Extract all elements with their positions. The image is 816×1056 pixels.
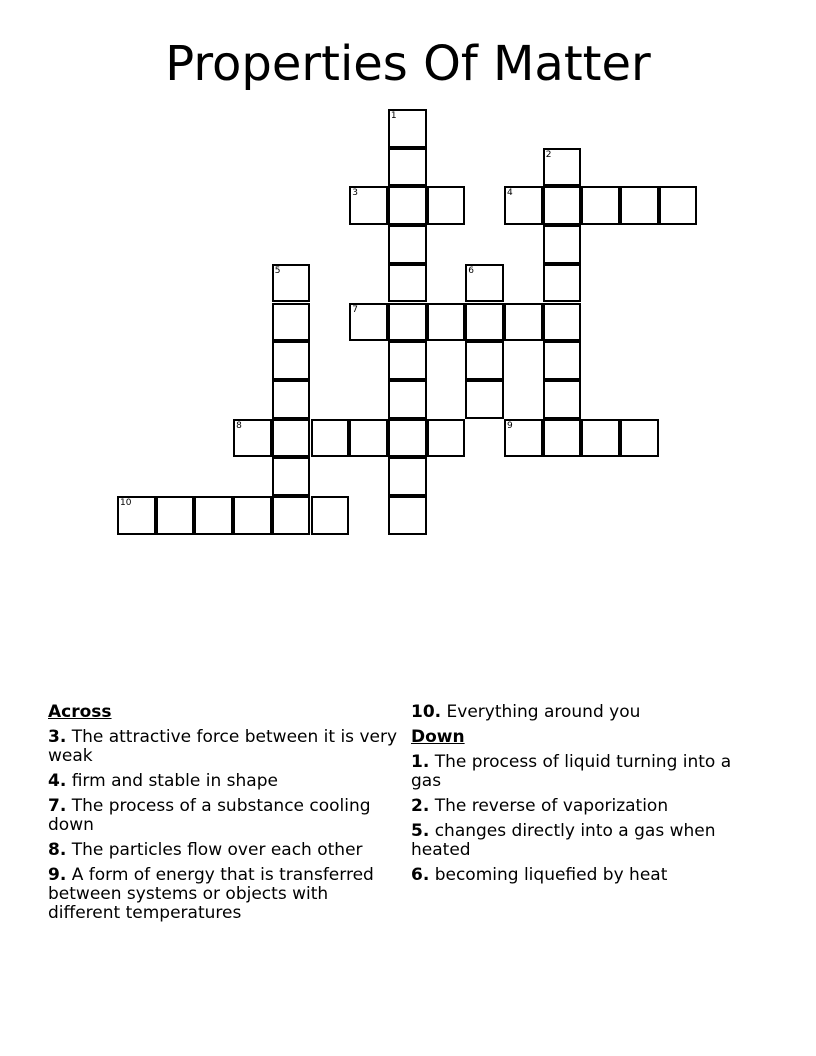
grid-cell[interactable] bbox=[233, 419, 272, 458]
grid-cell[interactable] bbox=[388, 380, 427, 419]
grid-cell[interactable] bbox=[465, 303, 504, 342]
grid-cell[interactable] bbox=[427, 303, 466, 342]
cell-number: 2 bbox=[545, 149, 552, 160]
grid-cell[interactable] bbox=[620, 186, 659, 225]
cell-number: 5 bbox=[274, 265, 281, 276]
cell-number: 6 bbox=[468, 265, 475, 276]
clue-down-2 bbox=[411, 797, 761, 816]
clue-across-3 bbox=[48, 728, 398, 766]
cell-number: 3 bbox=[352, 188, 358, 199]
clues-left-column bbox=[48, 703, 398, 929]
grid-cell[interactable] bbox=[465, 341, 504, 380]
cell-number: 1 bbox=[390, 111, 397, 121]
grid-cell[interactable] bbox=[194, 496, 233, 535]
grid-cell[interactable] bbox=[388, 496, 427, 535]
grid-cell[interactable] bbox=[388, 225, 427, 264]
clue-number: 1. bbox=[411, 752, 430, 772]
down-heading: Down bbox=[411, 727, 465, 747]
grid-cell[interactable] bbox=[659, 186, 698, 225]
clue-text: The attractive force between it is very weak bbox=[48, 727, 398, 766]
grid-cell[interactable] bbox=[543, 148, 582, 187]
grid-cell[interactable] bbox=[388, 419, 427, 458]
grid-cell[interactable] bbox=[504, 303, 543, 342]
grid-cell[interactable] bbox=[272, 264, 311, 303]
grid-cell[interactable] bbox=[388, 186, 427, 225]
grid-cell[interactable] bbox=[272, 341, 311, 380]
clue-text: A form of energy that is transferred between systems or objects with different temperatures bbox=[48, 865, 374, 923]
cell-number: 9 bbox=[507, 420, 513, 431]
grid-cell[interactable] bbox=[504, 186, 543, 225]
clue-text: becoming liquefied by heat bbox=[434, 865, 668, 885]
cell-number: 7 bbox=[352, 304, 358, 315]
grid-cell[interactable] bbox=[543, 264, 582, 303]
grid-cell[interactable] bbox=[465, 264, 504, 303]
grid-cell[interactable] bbox=[388, 109, 427, 148]
grid-cell[interactable] bbox=[427, 186, 466, 225]
clue-number: 7. bbox=[48, 796, 67, 816]
clue-text: Everything around you bbox=[446, 702, 641, 722]
grid-cell[interactable] bbox=[543, 380, 582, 419]
clue-text: The process of liquid turning into a gas bbox=[411, 752, 732, 791]
grid-cell[interactable] bbox=[543, 419, 582, 458]
clue-text: changes directly into a gas when heated bbox=[411, 821, 716, 860]
grid-cell[interactable] bbox=[388, 148, 427, 187]
clue-number: 5. bbox=[411, 821, 430, 841]
clue-down-6 bbox=[411, 866, 761, 885]
grid-cell[interactable] bbox=[349, 419, 388, 458]
clue-across-8 bbox=[48, 841, 398, 860]
clues-right-column bbox=[411, 703, 761, 891]
grid-cell[interactable] bbox=[427, 419, 466, 458]
clue-down-5 bbox=[411, 822, 761, 860]
grid-cell[interactable] bbox=[581, 186, 620, 225]
clue-across-9 bbox=[48, 866, 388, 923]
clue-text: The particles flow over each other bbox=[71, 840, 363, 860]
clue-text: firm and stable in shape bbox=[71, 771, 278, 791]
grid-cell[interactable] bbox=[581, 419, 620, 458]
clue-number: 10. bbox=[411, 702, 442, 722]
cell-number: 10 bbox=[120, 498, 132, 508]
clue-across-4 bbox=[48, 772, 398, 791]
cell-number: 4 bbox=[507, 188, 513, 199]
clue-text: The reverse of vaporization bbox=[434, 796, 669, 816]
clue-across-10 bbox=[411, 703, 761, 722]
across-heading: Across bbox=[48, 702, 112, 722]
cell-number: 8 bbox=[236, 420, 242, 431]
grid-cell[interactable] bbox=[272, 303, 311, 342]
grid-cell[interactable] bbox=[349, 186, 388, 225]
clue-number: 2. bbox=[411, 796, 430, 816]
grid-cell[interactable] bbox=[388, 303, 427, 342]
clue-number: 6. bbox=[411, 865, 430, 885]
clue-number: 4. bbox=[48, 771, 67, 791]
clue-down-1 bbox=[411, 753, 761, 791]
grid-cell[interactable] bbox=[233, 496, 272, 535]
clue-number: 8. bbox=[48, 840, 67, 860]
grid-cell[interactable] bbox=[272, 419, 311, 458]
grid-cell[interactable] bbox=[272, 380, 311, 419]
grid-cell[interactable] bbox=[156, 496, 195, 535]
grid-cell[interactable] bbox=[311, 496, 350, 535]
grid-cell[interactable] bbox=[117, 496, 156, 535]
puzzle-title: Properties Of Matter bbox=[165, 36, 651, 92]
grid-cell[interactable] bbox=[272, 457, 311, 496]
grid-cell[interactable] bbox=[388, 341, 427, 380]
grid-cell[interactable] bbox=[388, 457, 427, 496]
grid-cell[interactable] bbox=[272, 496, 311, 535]
grid-cell[interactable] bbox=[311, 419, 350, 458]
grid-cell[interactable] bbox=[349, 303, 388, 342]
grid-cell[interactable] bbox=[620, 419, 659, 458]
grid-cell[interactable] bbox=[543, 341, 582, 380]
clue-text: The process of a substance cooling down bbox=[48, 796, 371, 835]
grid-cell[interactable] bbox=[504, 419, 543, 458]
clue-number: 9. bbox=[48, 865, 67, 885]
grid-cell[interactable] bbox=[388, 264, 427, 303]
grid-cell[interactable] bbox=[465, 380, 504, 419]
clue-number: 3. bbox=[48, 727, 67, 747]
grid-cell[interactable] bbox=[543, 303, 582, 342]
grid-cell[interactable] bbox=[543, 186, 582, 225]
clue-across-7 bbox=[48, 797, 398, 835]
grid-cell[interactable] bbox=[543, 225, 582, 264]
